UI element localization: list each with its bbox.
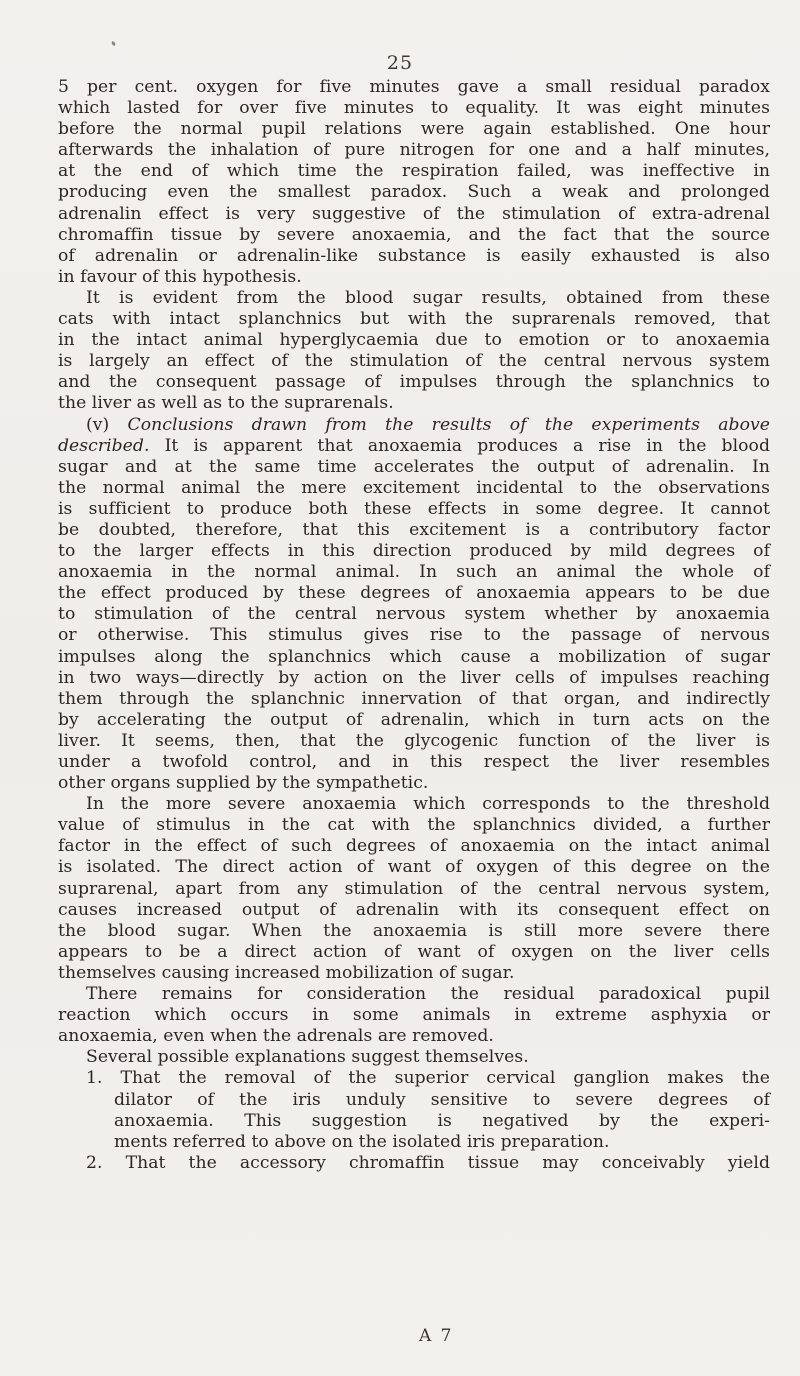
text-line: the normal animal the mere excitement incidental to the observations xyxy=(58,477,770,498)
text-line: is isolated. The direct action of want of oxygen of this degree on the xyxy=(58,857,770,878)
text-line: to stimulation of the central nervous system whether by anoxaemia xyxy=(58,604,770,625)
text-line: is largely an effect of the stimulation of the central nervous system xyxy=(58,351,770,372)
text-line: before the normal pupil relations were again established. One hour xyxy=(58,119,770,140)
text-line: and the consequent passage of impulses through the splanchnics to xyxy=(58,372,770,393)
list-item-line: anoxaemia. This suggestion is negatived by the experi- xyxy=(114,1110,770,1131)
text-line: which lasted for over five minutes to equality. It was eight minutes xyxy=(58,98,770,119)
text-line: in the intact animal hyperglycaemia due to emotion or to anoxaemia xyxy=(58,330,770,351)
text-line: at the end of which time the respiration failed, was ineffective in xyxy=(58,161,770,182)
text-line: the blood sugar. When the anoxaemia is still more severe there xyxy=(58,920,770,941)
text-line: sugar and at the same time accelerates the output of adrenalin. In xyxy=(58,456,770,477)
text-line: by accelerating the output of adrenalin, which in turn acts on the xyxy=(58,709,770,730)
text-line: anoxaemia, even when the adrenals are removed. xyxy=(58,1026,494,1047)
section-label: (v) xyxy=(86,414,128,435)
text-line: is sufficient to produce both these effects in some degree. It cannot xyxy=(58,498,770,519)
text-line: chromaffin tissue by severe anoxaemia, and the fact that the source xyxy=(58,224,770,245)
text-line: 5 per cent. oxygen for five minutes gave a small residual paradox xyxy=(58,77,770,97)
list-item-line: 2. That the accessory chromaffin tissue may conceivably yield xyxy=(86,1152,770,1173)
text-line: adrenalin effect is very suggestive of the stimulation of extra-adrenal xyxy=(58,203,770,224)
section-heading-cont: described. xyxy=(58,435,150,456)
text-line: appears to be a direct action of want of oxygen on the liver cells xyxy=(58,941,770,962)
text-line: or otherwise. This stimulus gives rise to the passage of nervous xyxy=(58,625,770,646)
text-line: factor in the effect of such degrees of anoxaemia on the intact animal xyxy=(58,836,770,857)
page-number: 25 xyxy=(386,52,414,74)
text-line: in favour of this hypothesis. xyxy=(58,266,302,287)
signature-mark: A 7 xyxy=(419,1326,454,1346)
text-line: themselves causing increased mobilization of sugar. xyxy=(58,962,515,983)
text-line: It is evident from the blood sugar results, obtained from these xyxy=(86,287,770,308)
text-line: in two ways—directly by action on the liver cells of impulses reaching xyxy=(58,667,770,688)
list-item-line: 1. That the removal of the superior cervical ganglion makes the xyxy=(86,1068,770,1089)
body-text xyxy=(58,77,770,1174)
text-line: producing even the smallest paradox. Such a weak and prolonged xyxy=(58,182,770,203)
text-line: There remains for consideration the residual paradoxical pupil xyxy=(86,984,770,1005)
section-heading-line xyxy=(58,415,770,436)
text-line: In the more severe anoxaemia which corresponds to the threshold xyxy=(86,794,770,815)
text-line: value of stimulus in the cat with the splanchnics divided, a further xyxy=(58,815,770,836)
text-line: impulses along the splanchnics which cause a mobilization of sugar xyxy=(58,646,770,667)
text-line: reaction which occurs in some animals in extreme asphyxia or xyxy=(58,1005,770,1026)
text-line: other organs supplied by the sympathetic. xyxy=(58,773,429,794)
paper-speck xyxy=(111,41,116,47)
text-line: described. It is apparent that anoxaemia produces a rise in the blood xyxy=(58,435,770,456)
text-line: the liver as well as to the suprarenals. xyxy=(58,393,394,414)
text-line: the effect produced by these degrees of anoxaemia appears to be due xyxy=(58,583,770,604)
list-item-line: ments referred to above on the isolated iris preparation. xyxy=(114,1131,610,1152)
text-line: causes increased output of adrenalin with its consequent effect on xyxy=(58,899,770,920)
text-line: be doubted, therefore, that this excitement is a contributory factor xyxy=(58,519,770,540)
text-line: Several possible explanations suggest themselves. xyxy=(86,1047,529,1068)
text-line: under a twofold control, and in this respect the liver resembles xyxy=(58,752,770,772)
list-item-line: dilator of the iris unduly sensitive to severe degrees of xyxy=(114,1089,770,1110)
section-heading: Conclusions drawn from the results of the experiments above xyxy=(127,414,770,435)
text-line: suprarenal, apart from any stimulation of the central nervous system, xyxy=(58,878,770,899)
text-line: to the larger effects in this direction produced by mild degrees of xyxy=(58,541,770,562)
text-line: afterwards the inhalation of pure nitrogen for one and a half minutes, xyxy=(58,140,770,161)
text-line: anoxaemia in the normal animal. In such an animal the whole of xyxy=(58,562,770,583)
text-line: liver. It seems, then, that the glycogenic function of the liver is xyxy=(58,730,770,751)
text-line: cats with intact splanchnics but with the suprarenals removed, that xyxy=(58,309,770,330)
text-line: of adrenalin or adrenalin-like substance is easily exhausted is also xyxy=(58,245,770,266)
text-line: them through the splanchnic innervation of that organ, and indirectly xyxy=(58,688,770,709)
